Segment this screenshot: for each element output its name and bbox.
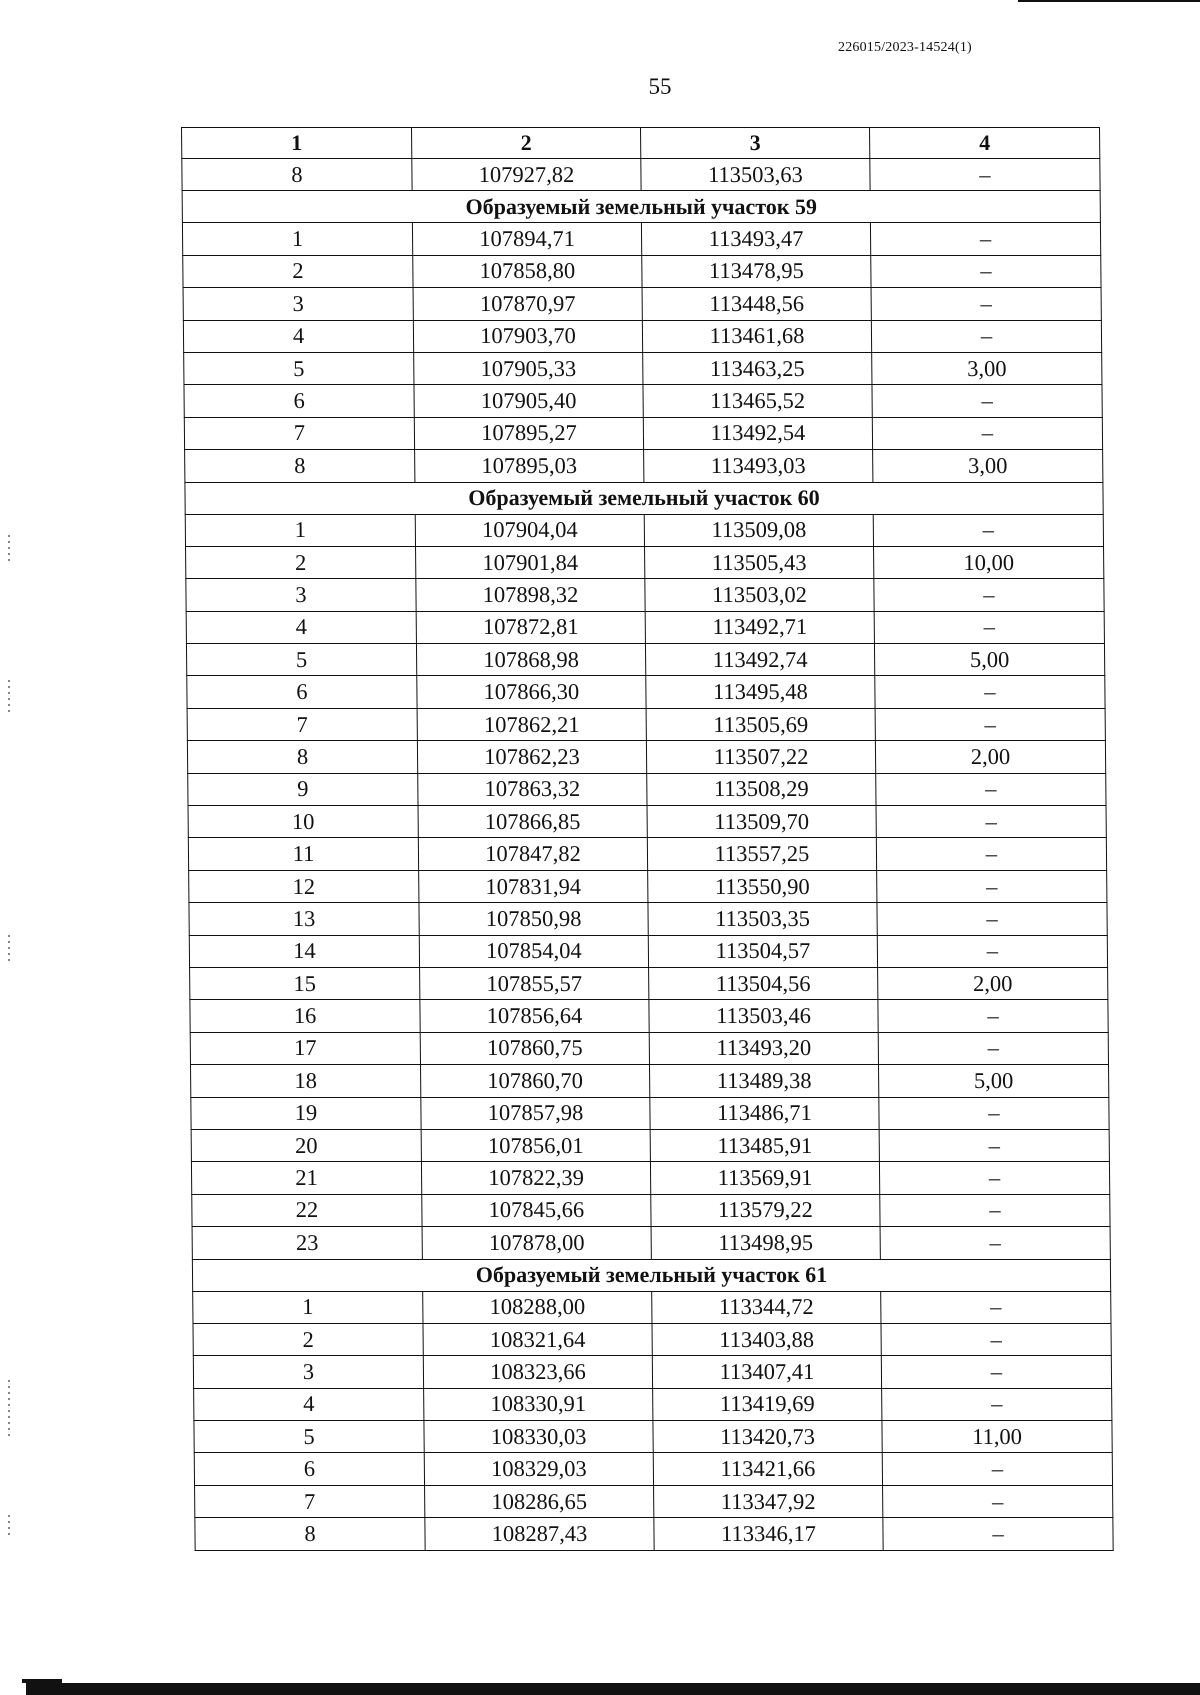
coordinates-table-container — [181, 127, 1113, 1551]
point-number-cell: 8 — [195, 1518, 425, 1550]
x-coordinate-cell: 107855,57 — [420, 967, 649, 999]
table-row — [184, 385, 1102, 417]
value-cell: 10,00 — [874, 546, 1104, 578]
x-coordinate-cell: 108329,03 — [424, 1453, 653, 1485]
table-row — [186, 579, 1104, 611]
section-title: Образуемый земельный участок 60 — [185, 482, 1103, 514]
point-number-cell: 19 — [191, 1097, 421, 1129]
point-number-cell: 5 — [186, 644, 416, 676]
y-coordinate-cell: 113493,20 — [649, 1032, 878, 1064]
table-row — [185, 450, 1103, 482]
point-number-cell: 1 — [182, 223, 412, 255]
y-coordinate-cell: 113504,56 — [649, 967, 878, 999]
y-coordinate-cell: 113493,03 — [644, 450, 873, 482]
table-row — [184, 352, 1102, 384]
table-row — [194, 1421, 1112, 1453]
point-number-cell: 22 — [192, 1194, 422, 1226]
table-row — [183, 288, 1101, 320]
point-number-cell: 4 — [194, 1388, 424, 1420]
value-cell: – — [882, 1388, 1112, 1420]
table-header-row — [182, 128, 1100, 159]
table-row — [185, 514, 1103, 546]
x-coordinate-cell: 108288,00 — [423, 1291, 652, 1323]
point-number-cell: 17 — [190, 1032, 420, 1064]
point-number-cell: 1 — [193, 1291, 423, 1323]
value-cell: – — [876, 806, 1106, 838]
point-number-cell: 11 — [188, 838, 418, 870]
table-row — [182, 223, 1100, 255]
table-row — [194, 1388, 1112, 1420]
point-number-cell: 6 — [194, 1453, 424, 1485]
value-cell: – — [883, 1518, 1113, 1550]
table-row — [192, 1194, 1110, 1226]
value-cell: – — [875, 676, 1105, 708]
value-cell: – — [876, 773, 1106, 805]
x-coordinate-cell: 107878,00 — [422, 1227, 651, 1259]
point-number-cell: 9 — [188, 773, 418, 805]
point-number-cell: 15 — [190, 967, 420, 999]
point-number-cell: 4 — [186, 611, 416, 643]
y-coordinate-cell: 113346,17 — [654, 1518, 883, 1550]
value-cell: – — [876, 838, 1106, 870]
table-row — [193, 1323, 1111, 1355]
value-cell: – — [874, 579, 1104, 611]
y-coordinate-cell: 113498,95 — [651, 1227, 880, 1259]
x-coordinate-cell: 108323,66 — [423, 1356, 652, 1388]
point-number-cell: 6 — [184, 385, 414, 417]
scan-artifact — [8, 1380, 10, 1440]
value-cell: – — [879, 1097, 1109, 1129]
y-coordinate-cell: 113509,08 — [644, 514, 873, 546]
table-row — [194, 1453, 1112, 1485]
x-coordinate-cell: 107862,23 — [417, 741, 646, 773]
table-row — [190, 967, 1108, 999]
coordinates-table — [181, 127, 1114, 1551]
value-cell: – — [877, 935, 1107, 967]
point-number-cell: 8 — [185, 450, 415, 482]
y-coordinate-cell: 113478,95 — [642, 255, 871, 287]
value-cell: – — [873, 514, 1103, 546]
column-header: 3 — [641, 128, 870, 159]
y-coordinate-cell: 113347,92 — [654, 1485, 883, 1517]
y-coordinate-cell: 113505,43 — [645, 546, 874, 578]
value-cell: – — [883, 1485, 1113, 1517]
value-cell: – — [877, 870, 1107, 902]
y-coordinate-cell: 113407,41 — [652, 1356, 881, 1388]
point-number-cell: 7 — [195, 1485, 425, 1517]
point-number-cell: 14 — [189, 935, 419, 967]
y-coordinate-cell: 113504,57 — [648, 935, 877, 967]
value-cell: – — [877, 903, 1107, 935]
x-coordinate-cell: 107905,33 — [414, 352, 643, 384]
y-coordinate-cell: 113485,91 — [650, 1129, 879, 1161]
y-coordinate-cell: 113463,25 — [643, 352, 872, 384]
table-row — [190, 1000, 1108, 1032]
point-number-cell: 3 — [186, 579, 416, 611]
value-cell: – — [874, 611, 1104, 643]
section-title: Образуемый земельный участок 61 — [192, 1259, 1110, 1291]
value-cell: – — [871, 320, 1101, 352]
x-coordinate-cell: 107894,71 — [412, 223, 641, 255]
point-number-cell: 2 — [193, 1323, 423, 1355]
table-row — [187, 708, 1105, 740]
section-header-row — [185, 482, 1103, 514]
x-coordinate-cell: 107854,04 — [419, 935, 648, 967]
x-coordinate-cell: 107860,70 — [421, 1065, 650, 1097]
value-cell: – — [871, 288, 1101, 320]
value-cell: – — [871, 255, 1101, 287]
table-row — [187, 741, 1105, 773]
point-number-cell: 2 — [186, 546, 416, 578]
point-number-cell: 1 — [185, 514, 415, 546]
table-row — [191, 1129, 1109, 1161]
y-coordinate-cell: 113503,35 — [648, 903, 877, 935]
table-row — [186, 611, 1104, 643]
point-number-cell: 3 — [193, 1356, 423, 1388]
point-number-cell: 23 — [192, 1227, 422, 1259]
table-row — [193, 1356, 1111, 1388]
x-coordinate-cell: 107831,94 — [419, 870, 648, 902]
x-coordinate-cell: 107903,70 — [413, 320, 642, 352]
y-coordinate-cell: 113465,52 — [643, 385, 872, 417]
y-coordinate-cell: 113505,69 — [646, 708, 875, 740]
point-number-cell: 21 — [191, 1162, 421, 1194]
column-header: 1 — [182, 128, 412, 159]
table-row — [183, 320, 1101, 352]
table-row — [184, 417, 1102, 449]
y-coordinate-cell: 113550,90 — [648, 870, 877, 902]
y-coordinate-cell: 113489,38 — [650, 1065, 879, 1097]
x-coordinate-cell: 108287,43 — [425, 1518, 654, 1550]
scan-artifact — [8, 935, 10, 963]
scan-artifact — [8, 535, 10, 565]
table-row — [191, 1162, 1109, 1194]
x-coordinate-cell: 107866,85 — [418, 806, 647, 838]
x-coordinate-cell: 107895,03 — [415, 450, 644, 482]
value-cell: – — [870, 159, 1100, 191]
table-row — [191, 1097, 1109, 1129]
y-coordinate-cell: 113420,73 — [653, 1421, 882, 1453]
x-coordinate-cell: 108330,03 — [424, 1421, 653, 1453]
table-row — [192, 1227, 1110, 1259]
y-coordinate-cell: 113344,72 — [652, 1291, 881, 1323]
point-number-cell: 13 — [189, 903, 419, 935]
table-row — [190, 1032, 1108, 1064]
value-cell: 3,00 — [873, 450, 1103, 482]
value-cell: 2,00 — [878, 967, 1108, 999]
table-row — [183, 255, 1101, 287]
value-cell: 5,00 — [879, 1065, 1109, 1097]
value-cell: – — [882, 1453, 1112, 1485]
table-row — [189, 870, 1107, 902]
y-coordinate-cell: 113503,02 — [645, 579, 874, 611]
point-number-cell: 8 — [187, 741, 417, 773]
y-coordinate-cell: 113508,29 — [647, 773, 876, 805]
document-id: 226015/2023-14524(1) — [838, 40, 972, 55]
y-coordinate-cell: 113579,22 — [651, 1194, 880, 1226]
value-cell: – — [881, 1356, 1111, 1388]
point-number-cell: 4 — [183, 320, 413, 352]
y-coordinate-cell: 113507,22 — [646, 741, 875, 773]
x-coordinate-cell: 107847,82 — [418, 838, 647, 870]
x-coordinate-cell: 107905,40 — [414, 385, 643, 417]
x-coordinate-cell: 108321,64 — [423, 1323, 652, 1355]
scan-artifact — [8, 680, 10, 716]
point-number-cell: 5 — [194, 1421, 424, 1453]
table-row — [182, 159, 1100, 191]
point-number-cell: 2 — [183, 255, 413, 287]
point-number-cell: 12 — [189, 870, 419, 902]
table-row — [189, 903, 1107, 935]
table-row — [195, 1518, 1113, 1550]
x-coordinate-cell: 107870,97 — [413, 288, 642, 320]
x-coordinate-cell: 107856,01 — [421, 1129, 650, 1161]
x-coordinate-cell: 107927,82 — [412, 159, 641, 191]
section-header-row — [182, 191, 1100, 223]
y-coordinate-cell: 113493,47 — [641, 223, 870, 255]
y-coordinate-cell: 113509,70 — [647, 806, 876, 838]
value-cell: – — [872, 417, 1102, 449]
y-coordinate-cell: 113486,71 — [650, 1097, 879, 1129]
value-cell: – — [878, 1000, 1108, 1032]
x-coordinate-cell: 107872,81 — [416, 611, 645, 643]
x-coordinate-cell: 107866,30 — [417, 676, 646, 708]
y-coordinate-cell: 113569,91 — [650, 1162, 879, 1194]
table-row — [186, 546, 1104, 578]
y-coordinate-cell: 113419,69 — [653, 1388, 882, 1420]
value-cell: – — [875, 708, 1105, 740]
top-edge-rule — [1018, 0, 1200, 2]
y-coordinate-cell: 113403,88 — [652, 1323, 881, 1355]
x-coordinate-cell: 108286,65 — [425, 1485, 654, 1517]
x-coordinate-cell: 107822,39 — [421, 1162, 650, 1194]
page-number: 55 — [648, 74, 672, 99]
table-row — [191, 1065, 1109, 1097]
table-row — [188, 773, 1106, 805]
bottom-edge-rule — [26, 1683, 1200, 1695]
y-coordinate-cell: 113492,71 — [645, 611, 874, 643]
value-cell: 2,00 — [875, 741, 1105, 773]
scan-artifact — [8, 1515, 10, 1537]
x-coordinate-cell: 107860,75 — [420, 1032, 649, 1064]
value-cell: – — [879, 1129, 1109, 1161]
x-coordinate-cell: 107856,64 — [420, 1000, 649, 1032]
point-number-cell: 20 — [191, 1129, 421, 1161]
value-cell: – — [880, 1194, 1110, 1226]
y-coordinate-cell: 113503,46 — [649, 1000, 878, 1032]
y-coordinate-cell: 113503,63 — [641, 159, 870, 191]
column-header: 4 — [870, 128, 1100, 159]
x-coordinate-cell: 108330,91 — [424, 1388, 653, 1420]
table-row — [193, 1291, 1111, 1323]
point-number-cell: 7 — [184, 417, 414, 449]
x-coordinate-cell: 107898,32 — [416, 579, 645, 611]
section-title: Образуемый земельный участок 59 — [182, 191, 1100, 223]
x-coordinate-cell: 107895,27 — [414, 417, 643, 449]
point-number-cell: 16 — [190, 1000, 420, 1032]
value-cell: 5,00 — [874, 644, 1104, 676]
x-coordinate-cell: 107904,04 — [415, 514, 644, 546]
table-row — [195, 1485, 1113, 1517]
point-number-cell: 10 — [188, 806, 418, 838]
x-coordinate-cell: 107857,98 — [421, 1097, 650, 1129]
value-cell: – — [881, 1291, 1111, 1323]
point-number-cell: 18 — [191, 1065, 421, 1097]
table-row — [188, 806, 1106, 838]
x-coordinate-cell: 107862,21 — [417, 708, 646, 740]
value-cell: – — [880, 1227, 1110, 1259]
x-coordinate-cell: 107868,98 — [416, 644, 645, 676]
y-coordinate-cell: 113421,66 — [653, 1453, 882, 1485]
value-cell: – — [878, 1032, 1108, 1064]
y-coordinate-cell: 113461,68 — [642, 320, 871, 352]
point-number-cell: 6 — [187, 676, 417, 708]
table-row — [187, 676, 1105, 708]
table-body — [182, 159, 1113, 1551]
x-coordinate-cell: 107858,80 — [413, 255, 642, 287]
point-number-cell: 3 — [183, 288, 413, 320]
table-row — [189, 935, 1107, 967]
x-coordinate-cell: 107901,84 — [416, 546, 645, 578]
table-row — [188, 838, 1106, 870]
value-cell: – — [879, 1162, 1109, 1194]
value-cell: 11,00 — [882, 1421, 1112, 1453]
x-coordinate-cell: 107850,98 — [419, 903, 648, 935]
column-header: 2 — [412, 128, 641, 159]
x-coordinate-cell: 107863,32 — [418, 773, 647, 805]
y-coordinate-cell: 113557,25 — [647, 838, 876, 870]
section-header-row — [192, 1259, 1110, 1291]
y-coordinate-cell: 113492,54 — [643, 417, 872, 449]
y-coordinate-cell: 113448,56 — [642, 288, 871, 320]
x-coordinate-cell: 107845,66 — [422, 1194, 651, 1226]
y-coordinate-cell: 113492,74 — [645, 644, 874, 676]
y-coordinate-cell: 113495,48 — [646, 676, 875, 708]
value-cell: – — [870, 223, 1100, 255]
table-row — [186, 644, 1104, 676]
point-number-cell: 8 — [182, 159, 412, 191]
value-cell: – — [881, 1323, 1111, 1355]
point-number-cell: 7 — [187, 708, 417, 740]
value-cell: – — [872, 385, 1102, 417]
value-cell: 3,00 — [872, 352, 1102, 384]
point-number-cell: 5 — [184, 352, 414, 384]
